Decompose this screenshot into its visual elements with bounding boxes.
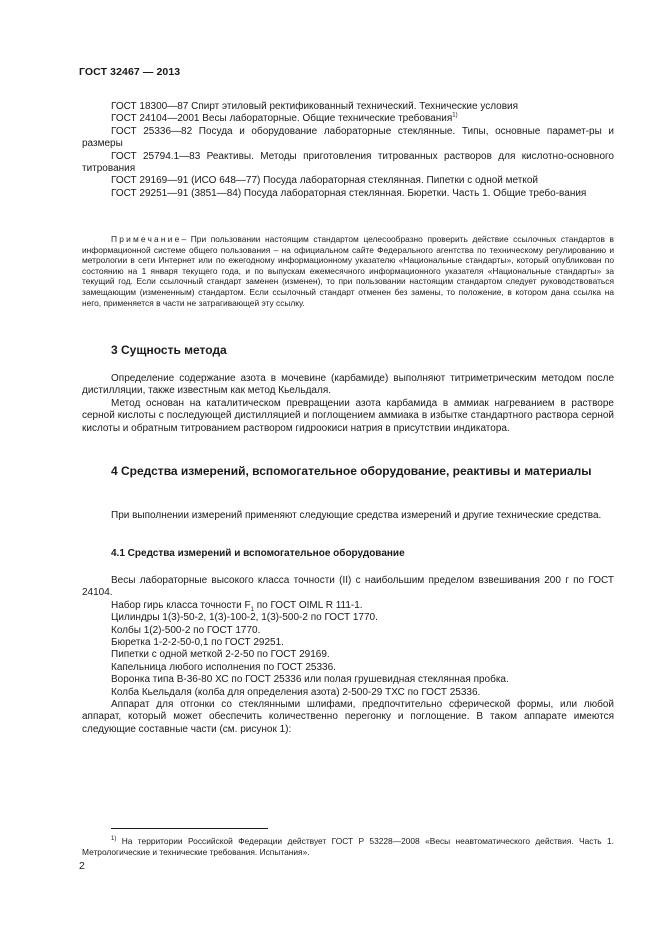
reference-item: ГОСТ 29169—91 (ИСО 648—77) Посуда лабораторная стеклянная. Пипетки с одной меткой <box>111 175 538 187</box>
reference-item: ГОСТ 29251—91 (3851—84) Посуда лабораторная стеклянная. Бюретки. Часть 1. Общие требо-вания <box>111 187 587 199</box>
footnote-separator <box>111 828 268 829</box>
section-4-intro <box>82 510 614 522</box>
equipment-list <box>82 575 614 736</box>
list-item: Колба Кьельдаля (колба для определения азота) 2-500-29 ТХС по ГОСТ 25336. <box>111 686 481 698</box>
paragraph: Определение содержание азота в мочевине (карбамиде) выполняют титриметрическим методом после дистилляции, также известным как метод Кьельдаля. <box>82 373 614 397</box>
paragraph: Метод основан на каталитическом превращении азота карбамида в аммиак нагреванием в растворе серной кислоты с последующей дистилляцией и поглощением аммиака в избытке стандартного раствора серной кислоты и обратным титрованием раствором гидроокиси натрия в присутствии индикатора. <box>82 397 614 434</box>
page-number: 2 <box>79 860 85 872</box>
list-item: Капельница любого исполнения по ГОСТ 25336. <box>111 661 336 673</box>
note-paragraph <box>82 234 614 308</box>
normative-references-list <box>82 101 614 200</box>
footnote-text: На территории Российской Федерации действует ГОСТ Р 53228—2008 «Весы неавтоматического действия. Часть 1. Метрологические и технические требования. Испытания». <box>82 836 614 857</box>
list-item: Колбы 1(2)-500-2 по ГОСТ 1770. <box>111 624 261 636</box>
paragraph: При выполнении измерений применяют следующие средства измерений и другие технические средства. <box>111 510 602 521</box>
list-item: Пипетки с одной меткой 2-2-50 по ГОСТ 29169. <box>111 649 330 661</box>
document-header: ГОСТ 32467 — 2013 <box>79 66 181 78</box>
list-item: Цилиндры 1(3)-50-2, 1(3)-100-2, 1(3)-500-2 по ГОСТ 1770. <box>111 612 378 624</box>
footnote-mark: 1) <box>452 113 458 120</box>
list-item: Аппарат для отгонки со стеклянными шлифами, предпочтительно сферической формы, или любой аппарат, который может обеспечить количественно перегонку и поглощение. В таком аппарате имеются следующие составные части (см. рисунок 1): <box>82 699 614 735</box>
list-item: Набор гирь класса точности $F_1$ по ГОСТ OIML R 111-1. <box>111 599 363 613</box>
note-label: Примечание <box>111 234 182 244</box>
section-3-body <box>82 373 614 435</box>
reference-item: ГОСТ 18300—87 Спирт этиловый ректификованный технический. Технические условия <box>111 101 519 112</box>
footnote <box>82 836 614 858</box>
section-3-title: 3 Сущность метода <box>111 343 227 357</box>
subsection-4-1-title: 4.1 Средства измерений и вспомогательное оборудование <box>111 548 405 559</box>
note-text: – При пользовании настоящим стандартом целесообразно проверить действие ссылочных стандартов в информационной системе общего пользования – на официальном сайте Федерального агентства по техническому регулированию и метрологии в сети Интернет или по ежегодному информационному указателю «Национальные стандарты», который опубликован по состоянию на 1 января текущего года, и по выпускам ежемесячного информационного указателя «Национальные стандарты» за текущий год. Если ссылочный стандарт заменен (изменен), то при пользовании настоящим стандартом следует руководствоваться замещающим (измененным) стандартом. Если ссылочный стандарт отменен без замены, то положение, в котором дана ссылка на него, применяется в части не затрагивающей эту ссылку. <box>82 234 614 308</box>
reference-item: ГОСТ 24104—2001 Весы лабораторные. Общие технические требования$^{1)}$ <box>111 113 458 125</box>
reference-item: ГОСТ 25794.1—83 Реактивы. Методы приготовления титрованных растворов для кислотно-основного титрования <box>82 150 614 175</box>
footnote-mark: 1) <box>111 836 117 843</box>
list-item: Весы лабораторные высокого класса точности (II) с наибольшим пределом взвешивания 200 г по ГОСТ 24104. <box>82 575 614 599</box>
list-item: Бюретка 1-2-2-50-0,1 по ГОСТ 29251. <box>111 637 284 649</box>
list-item: Воронка типа В-36-80 ХС по ГОСТ 25336 или полая грушевидная стеклянная пробка. <box>111 674 509 686</box>
reference-item: ГОСТ 25336—82 Посуда и оборудование лабораторные стеклянные. Типы, основные парамет-ры и размеры <box>82 125 614 150</box>
section-4-title: 4 Средства измерений, вспомогательное оборудование, реактивы и материалы <box>111 464 592 478</box>
